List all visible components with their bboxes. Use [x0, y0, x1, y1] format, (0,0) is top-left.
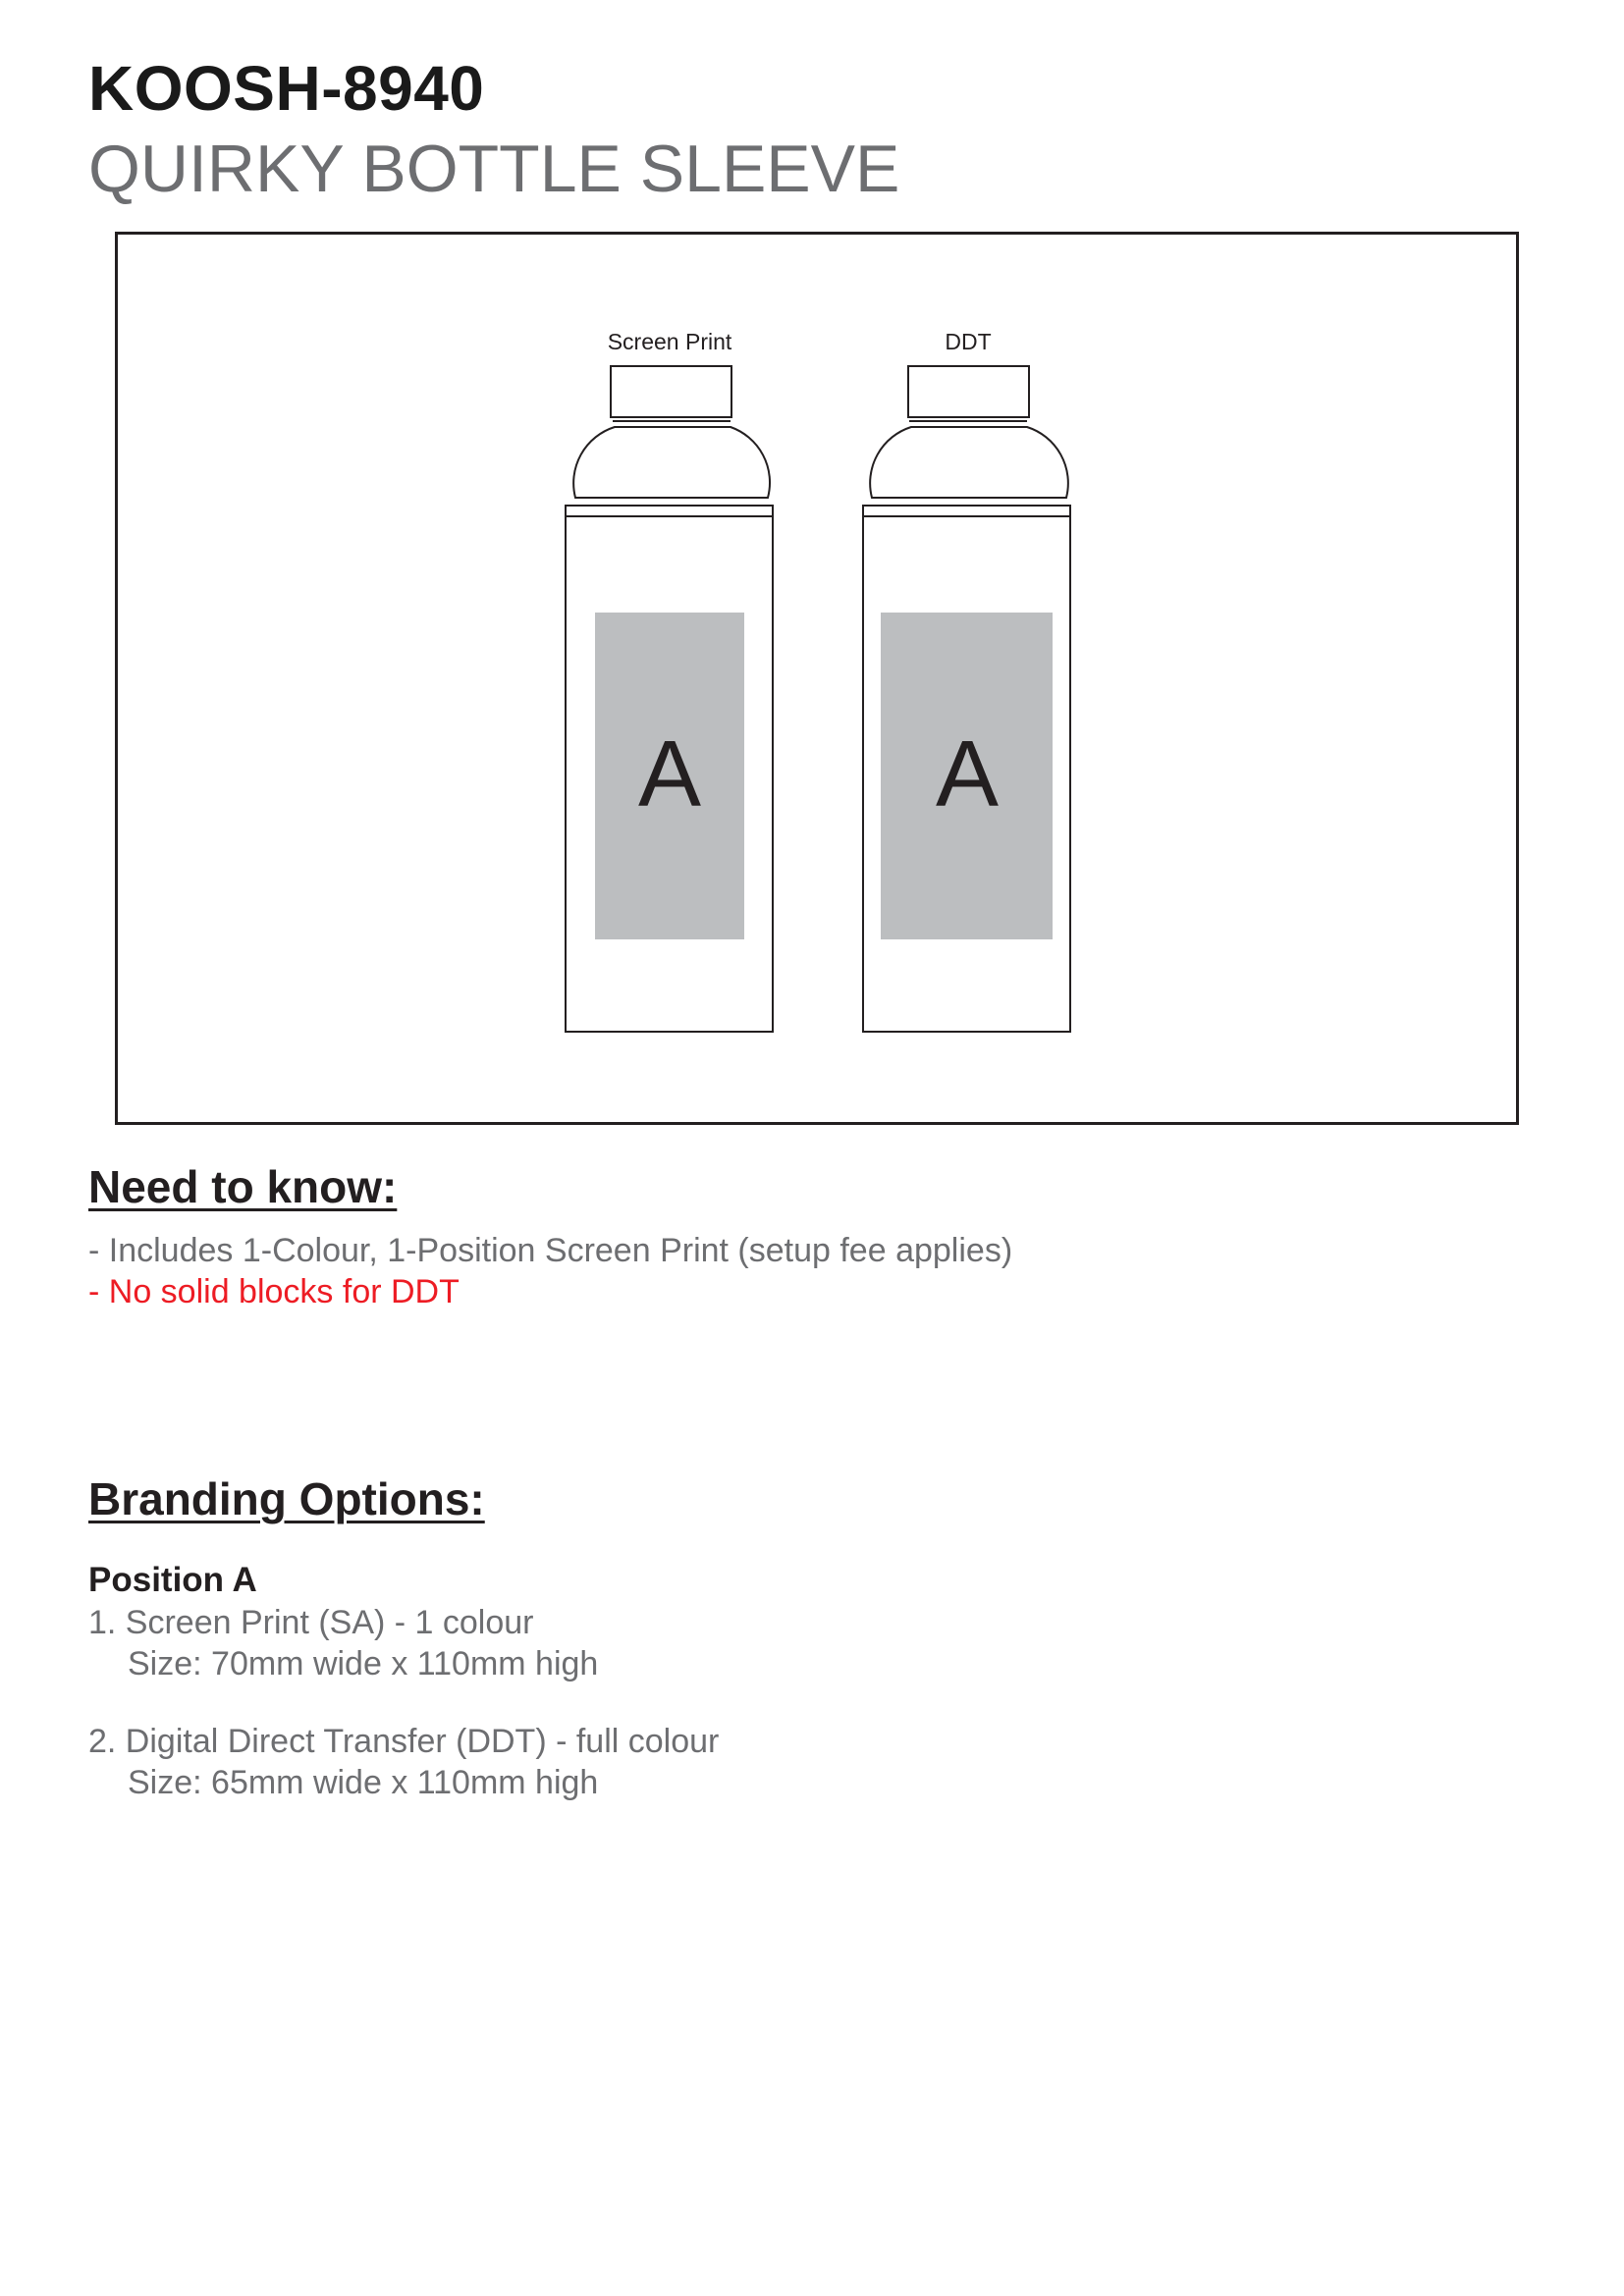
product-name: QUIRKY BOTTLE SLEEVE [88, 132, 900, 206]
position-a-title: Position A [88, 1561, 257, 1599]
right-bottle-shoulder [870, 427, 1068, 498]
left-bottle-shoulder [573, 427, 770, 498]
option-screen-print-size: Size: 70mm wide x 110mm high [128, 1645, 599, 1682]
option-screen-print-title: 1. Screen Print (SA) - 1 colour [88, 1604, 534, 1641]
left-bottle-cap [611, 366, 731, 417]
note-setup-fee: - Includes 1-Colour, 1-Position Screen Print (setup fee applies) [88, 1232, 1013, 1269]
need-to-know-heading: Need to know: [88, 1161, 398, 1212]
right-bottle-label: DDT [945, 329, 992, 354]
option-ddt-title: 2. Digital Direct Transfer (DDT) - full colour [88, 1723, 720, 1760]
left-bottle-label: Screen Print [607, 329, 732, 354]
right-bottle-cap [908, 366, 1029, 417]
bottle-diagram [118, 235, 1516, 1122]
product-code: KOOSH-8940 [88, 53, 485, 124]
left-print-area-letter: A [637, 721, 702, 827]
branding-diagram-frame [115, 232, 1519, 1125]
right-print-area-letter: A [935, 721, 1000, 827]
note-ddt-warning: - No solid blocks for DDT [88, 1273, 460, 1310]
branding-options-heading: Branding Options: [88, 1473, 485, 1524]
option-ddt-size: Size: 65mm wide x 110mm high [128, 1764, 599, 1801]
